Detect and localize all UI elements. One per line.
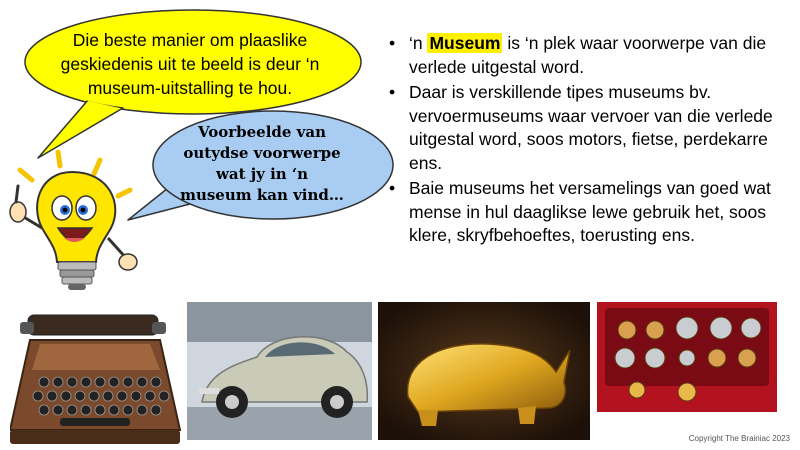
- typewriter-image: [10, 300, 188, 450]
- yellow-bubble-line: Die beste manier om plaaslike: [72, 30, 308, 50]
- bullet-dot-icon: •: [389, 33, 396, 53]
- bullet-item: [385, 177, 790, 248]
- vintage-car-photo: [187, 302, 372, 440]
- lightbulb-mascot-icon: [0, 150, 145, 300]
- blue-bubble-line: outydse voorwerpe: [183, 144, 341, 162]
- copyright-text: Copyright The Brainiac 2023: [688, 434, 790, 443]
- bullet-item: [385, 81, 790, 175]
- blue-bubble-text: [162, 122, 362, 206]
- bullet-dot-icon: •: [389, 178, 396, 198]
- yellow-bubble-text: [30, 28, 350, 100]
- bullet-item: [385, 32, 790, 79]
- bullet-list: [385, 32, 790, 250]
- yellow-bubble-line: geskiedenis uit te beeld is deur ‘n: [60, 54, 320, 74]
- bullet-prefix: ‘n: [409, 33, 428, 53]
- bullet-text: Baie museums het versamelings van goed wat mense in hul daaglikse lewe gebruik het, soos klere, skryfbehoeftes, toerusting ens.: [409, 178, 771, 245]
- bullet-text: Daar is verskillende tipes museums bv. vervoermuseums waar vervoer van die verlede uitgestal word, soos motors, fietse, perdekarre ens.: [409, 82, 773, 173]
- highlighted-term: Museum: [429, 33, 501, 53]
- yellow-bubble-line: museum-uitstalling te hou.: [87, 78, 293, 98]
- bullet-dot-icon: •: [389, 82, 396, 102]
- blue-bubble-line: museum kan vind…: [180, 186, 344, 204]
- coin-collection-photo: [597, 302, 777, 412]
- golden-rhino-photo: [378, 302, 590, 440]
- blue-bubble-line: Voorbeelde van: [197, 123, 327, 141]
- blue-bubble-line: wat jy in ‘n: [215, 165, 309, 183]
- bullet-text: is ‘n plek waar voorwerpe van die verlede uitgestal word.: [409, 33, 767, 77]
